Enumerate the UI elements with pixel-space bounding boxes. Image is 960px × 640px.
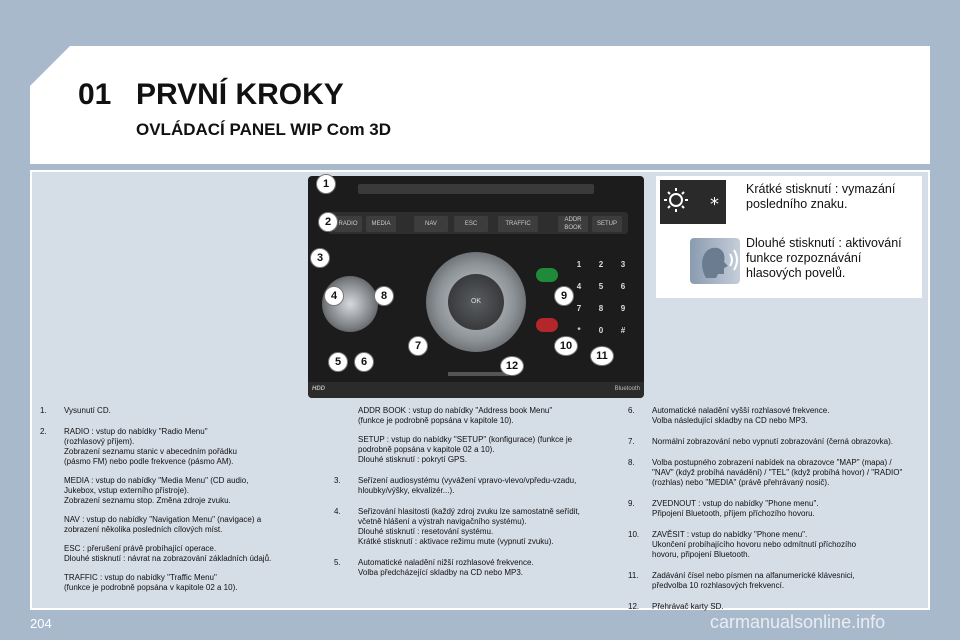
legend-text-line: Zadávání čísel nebo písmen na alfanumerické klávesnici,	[652, 571, 855, 580]
callout-1: 1	[316, 174, 336, 194]
callout-11: 11	[590, 346, 614, 366]
callout-10: 10	[554, 336, 578, 356]
legend-text-line: (rozhlas) nebo "MEDIA" (právě přehrávaný nosič).	[652, 478, 830, 487]
page-number: 204	[30, 616, 52, 631]
legend-text-line: Jukebox, vstup externího přístroje).	[64, 486, 189, 495]
callout-12: 12	[500, 356, 524, 376]
legend-text-line: Krátké stisknutí : aktivace režimu mute (vypnutí zvuku).	[358, 537, 554, 546]
legend-text-line: včetně hlášení a výstrah navigačního systému).	[358, 517, 527, 526]
nav-button: NAV	[414, 216, 448, 232]
key-2: 2	[598, 260, 604, 269]
legend-item	[628, 602, 926, 612]
legend-column-2	[334, 406, 624, 589]
key-6: 6	[620, 282, 626, 291]
short-press-text: Krátké stisknutí : vymazání posledního znaku.	[746, 182, 896, 211]
key-7: 7	[576, 304, 582, 313]
legend-item	[334, 406, 624, 465]
legend-item-number: 10.	[628, 530, 640, 539]
legend-text-line: zobrazení několika posledních cílových míst.	[64, 525, 223, 534]
voice-command-icon	[690, 238, 740, 284]
legend-text-line: RADIO : vstup do nabídky "Radio Menu"	[64, 427, 208, 436]
legend-text-line: Normální zobrazování nebo vypnutí zobrazování (černá obrazovka).	[652, 437, 894, 446]
legend-text-line: "NAV" (když probíhá navádění) / "TEL" (když probíhá hovor) / "RADIO"	[652, 468, 903, 477]
legend-text-line: Automatické naladění vyšší rozhlasové frekvence.	[652, 406, 830, 415]
callout-9: 9	[554, 286, 574, 306]
legend-text-line: Vysunutí CD.	[64, 406, 111, 415]
legend-text-line: ESC : přerušení právě probíhající operace.	[64, 544, 217, 553]
legend-item	[334, 476, 624, 496]
legend-text-line: (rozhlasový příjem).	[64, 437, 135, 446]
header-corner	[30, 46, 70, 86]
esc-button: ESC	[454, 216, 488, 232]
key-5: 5	[598, 282, 604, 291]
key-4: 4	[576, 282, 582, 291]
legend-text-line: Volba předcházející skladby na CD nebo MP3.	[358, 568, 523, 577]
legend-item	[40, 427, 330, 593]
legend-text-line: TRAFFIC : vstup do nabídky "Traffic Menu"	[64, 573, 217, 582]
legend-column-3	[628, 406, 926, 623]
legend-text-line: hovoru, připojení Bluetooth.	[652, 550, 750, 559]
device-bottom-bar	[308, 382, 644, 398]
legend-text-line: (pásmo FM) nebo podle frekvence (pásmo AM).	[64, 457, 234, 466]
key-3: 3	[620, 260, 626, 269]
svg-text:*: *	[710, 194, 719, 215]
legend-item-number: 3.	[334, 476, 341, 485]
legend-text-line: ZVEDNOUT : vstup do nabídky "Phone menu".	[652, 499, 819, 508]
legend-item	[334, 558, 624, 578]
legend-text-line: Seřizování hlasitosti (každý zdroj zvuku lze samostatně seřídit,	[358, 507, 580, 516]
media-button: MEDIA	[366, 216, 396, 232]
key-1: 1	[576, 260, 582, 269]
setup-button: SETUP	[592, 216, 622, 232]
keypad	[570, 256, 634, 346]
legend-text-line: Přehrávač karty SD.	[652, 602, 724, 611]
addr-book-button: ADDR BOOK	[558, 216, 588, 232]
callout-8: 8	[374, 286, 394, 306]
legend-text-line: Seřízení audiosystému (vyvážení vpravo-vlevo/vpředu-vzadu,	[358, 476, 577, 485]
chapter-title: PRVNÍ KROKY	[136, 78, 344, 111]
legend-text-line: Zobrazení seznamu stanic v abecedním pořádku	[64, 447, 237, 456]
legend-text-line: Připojení Bluetooth, příjem příchozího hovoru.	[652, 509, 815, 518]
legend-text-line: Automatické naladění nižší rozhlasové frekvence.	[358, 558, 534, 567]
legend-item	[40, 406, 330, 416]
hangup-button	[536, 318, 558, 332]
callout-5: 5	[328, 352, 348, 372]
star-key-illustration	[660, 180, 726, 224]
legend-text-line: Zobrazení seznamu stop. Změna zdroje zvuku.	[64, 496, 231, 505]
section-subtitle: OVLÁDACÍ PANEL WIP Com 3D	[136, 120, 392, 139]
legend-text-line: NAV : vstup do nabídky "Navigation Menu" (navigace) a	[64, 515, 262, 524]
legend-text-line: Volba postupného zobrazení nabídek na obrazovce "MAP" (mapa) /	[652, 458, 892, 467]
callout-2: 2	[318, 212, 338, 232]
legend-text-line: SETUP : vstup do nabídky "SETUP" (konfigurace) (funkce je	[358, 435, 573, 444]
pickup-button	[536, 268, 558, 282]
legend-item	[628, 499, 926, 519]
long-press-text: Dlouhé stisknutí : aktivování funkce rozpoznávání hlasových povelů.	[746, 236, 902, 280]
key-hash: #	[620, 326, 626, 335]
callout-4: 4	[324, 286, 344, 306]
legend-text-line: Volba následující skladby na CD nebo MP3.	[652, 416, 808, 425]
key-8: 8	[598, 304, 604, 313]
legend-text-line: podrobně popsána v kapitole 02 a 10).	[358, 445, 495, 454]
key-0: 0	[598, 326, 604, 335]
key-9: 9	[620, 304, 626, 313]
legend-text-line: Ukončení probíhajícího hovoru nebo odmítnutí příchozího	[652, 540, 857, 549]
legend-item-number: 7.	[628, 437, 635, 446]
legend-item	[628, 406, 926, 426]
radio-button: RADIO	[334, 216, 362, 232]
legend-text-line: hloubky/výšky, ekvalizér...).	[358, 486, 455, 495]
legend-text-line: (funkce je podrobně popsána v kapitole 10).	[358, 416, 514, 425]
cd-slot	[358, 184, 594, 194]
legend-text-line: (funkce je podrobně popsána v kapitole 02 a 10).	[64, 583, 238, 592]
legend-item	[628, 530, 926, 560]
hdd-label: HDD	[312, 386, 325, 392]
legend-item-number: 6.	[628, 406, 635, 415]
legend-text-line: Dlouhé stisknutí : pokrytí GPS.	[358, 455, 467, 464]
legend-item	[628, 571, 926, 591]
traffic-button: TRAFFIC	[498, 216, 538, 232]
watermark: carmanualsonline.info	[710, 612, 886, 632]
ok-button: OK	[448, 274, 504, 330]
legend-item	[334, 507, 624, 547]
legend-item-number: 2.	[40, 427, 47, 436]
legend-item-number: 9.	[628, 499, 635, 508]
key-star: *	[577, 326, 581, 335]
sd-card-slot	[448, 372, 508, 376]
legend-text-line: MEDIA : vstup do nabídky "Media Menu" (CD audio,	[64, 476, 249, 485]
legend-item-number: 8.	[628, 458, 635, 467]
legend-text-line: Dlouhé stisknutí : resetování systému.	[358, 527, 494, 536]
legend-column-1	[40, 406, 330, 604]
legend-text-line: předvolba 10 rozhlasových frekvencí.	[652, 581, 785, 590]
legend-item	[628, 437, 926, 447]
legend-item-number: 11.	[628, 571, 639, 580]
legend-item-number: 1.	[40, 406, 47, 415]
legend-item-number: 5.	[334, 558, 341, 567]
bluetooth-label: Bluetooth	[614, 386, 640, 392]
legend-item-number: 4.	[334, 507, 341, 516]
callout-6: 6	[354, 352, 374, 372]
callout-7: 7	[408, 336, 428, 356]
callout-3: 3	[310, 248, 330, 268]
legend-item-number: 12.	[628, 602, 640, 611]
legend-text-line: ADDR BOOK : vstup do nabídky "Address book Menu"	[358, 406, 553, 415]
legend-text-line: ZAVĚSIT : vstup do nabídky "Phone menu".	[652, 530, 808, 539]
legend-item	[628, 458, 926, 488]
legend-text-line: Dlouhé stisknutí : návrat na zobrazování základních údajů.	[64, 554, 272, 563]
speaking-head-icon	[690, 238, 740, 284]
brightness-star-icon	[660, 180, 726, 224]
chapter-number: 01	[78, 78, 112, 111]
